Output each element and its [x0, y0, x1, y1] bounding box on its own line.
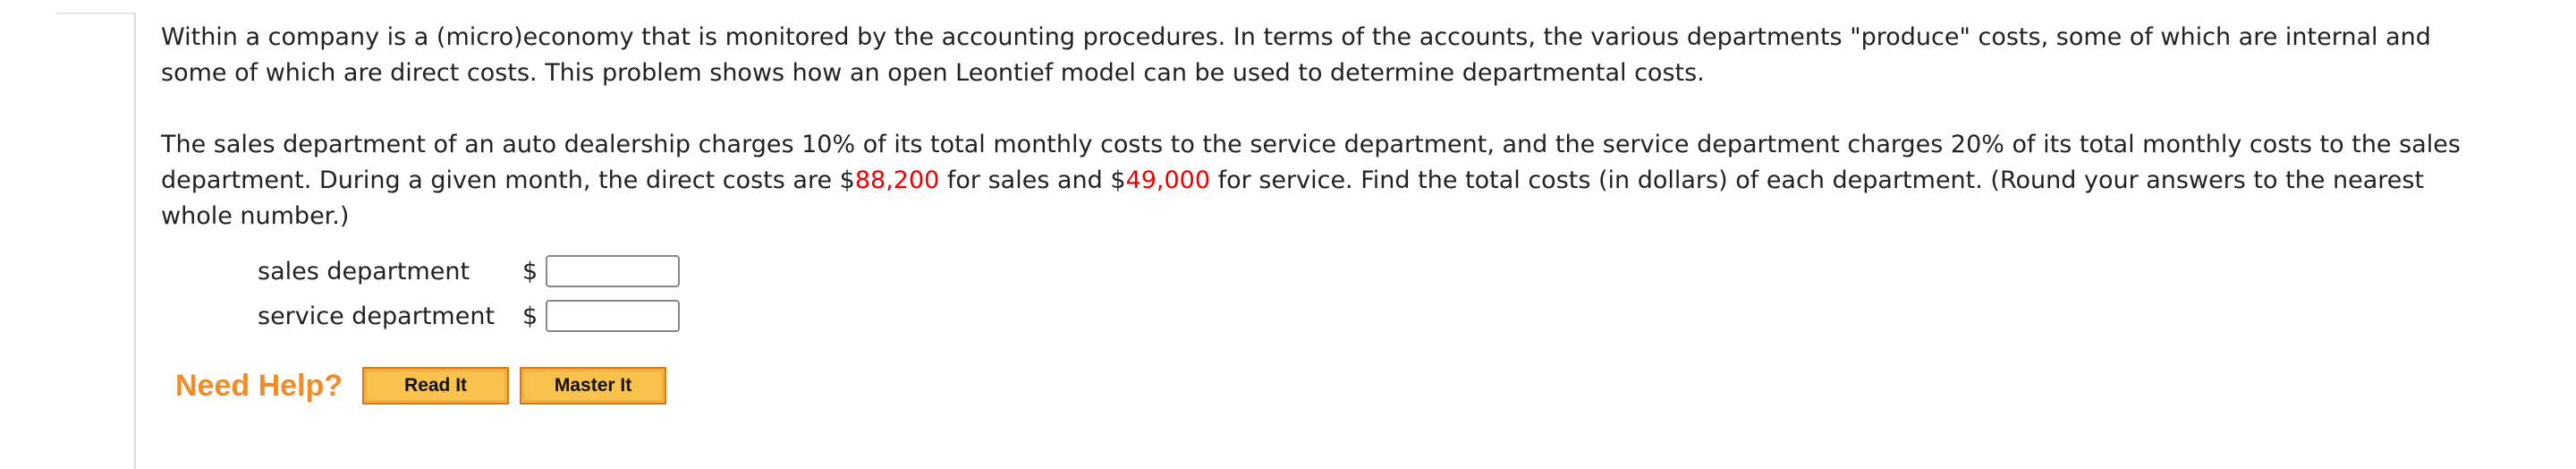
problem-text-part3: for service. Find the total costs (in dollars) of each department. (Round your answers to the nearest whole number.)	[161, 166, 2425, 230]
sales-direct-cost: 88,200	[854, 166, 940, 194]
need-help-heading: Need Help?	[175, 368, 343, 403]
sales-answer-row	[258, 249, 680, 294]
service-department-label: service department	[258, 302, 496, 330]
service-answer-row	[258, 294, 680, 338]
service-currency-symbol: $	[522, 302, 538, 330]
problem-text-part2: for sales and $	[939, 166, 1126, 194]
sales-department-label: sales department	[258, 257, 470, 286]
service-department-input[interactable]	[546, 300, 680, 332]
problem-text-part1: The sales department of an auto dealership charges 10% of its total monthly costs to the service department, and the service department charges 20% of its total monthly costs to the sales department. During a given month, the direct costs are $	[161, 131, 2461, 194]
read-it-button[interactable]: Read It	[362, 367, 509, 405]
intro-paragraph: Within a company is a (micro)economy that is monitored by the accounting procedures. In terms of the accounts, the various departments "produce" costs, some of which are internal and some of which are direct costs. This problem shows how an open Leontief model can be used to determine departmental costs.	[161, 23, 2431, 87]
answer-table	[258, 249, 680, 338]
sales-department-input[interactable]	[546, 255, 680, 287]
problem-paragraph	[161, 127, 2487, 234]
master-it-button[interactable]: Master It	[520, 367, 666, 405]
service-direct-cost: 49,000	[1125, 166, 1211, 194]
help-bar	[175, 367, 677, 405]
question-text	[161, 20, 2487, 234]
sales-currency-symbol: $	[522, 257, 538, 286]
